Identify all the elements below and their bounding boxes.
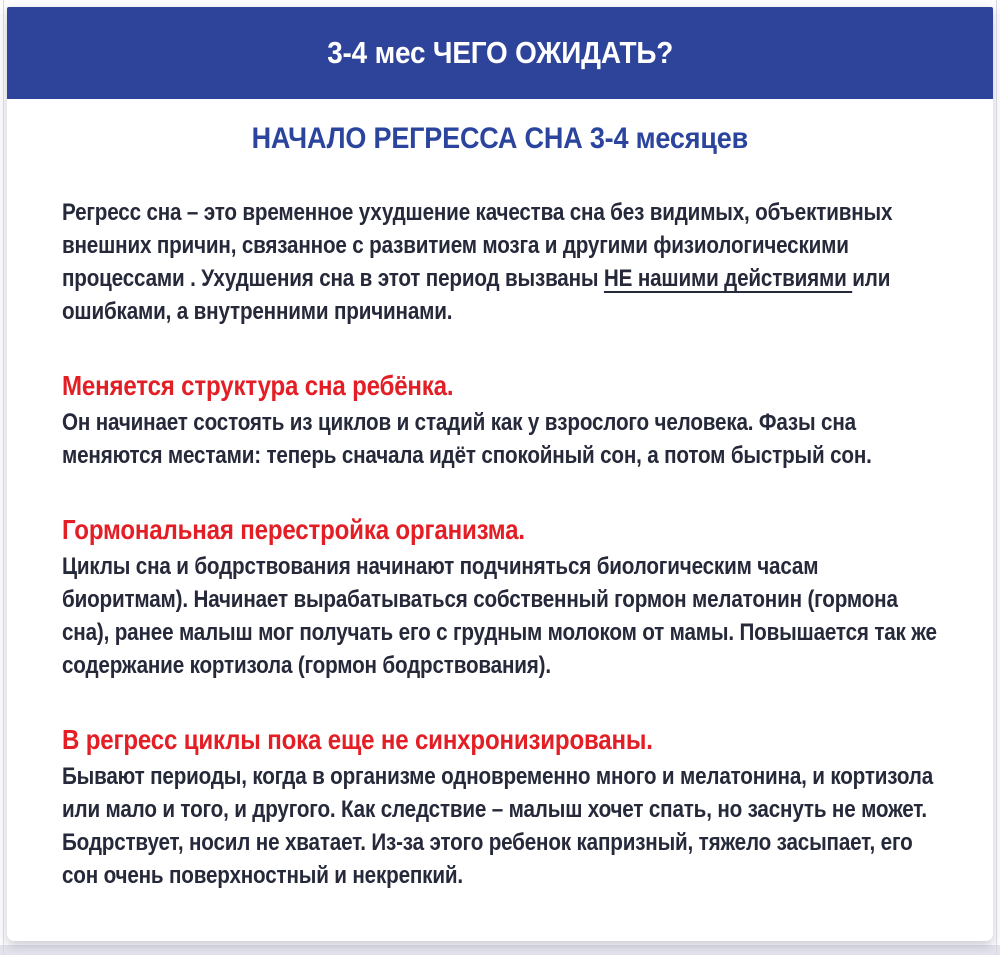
- page-right-border: [996, 0, 997, 955]
- section-heading-hormonal-changes: Гормональная перестройка организма.: [62, 514, 525, 545]
- intro-text-before: Регресс сна – это временное ухудшение качества сна без видимых, объективных внешних причин, связанное с развитием мозга и другими физиологическими процессами . Ухудшения сна в этот период вызваны: [62, 199, 893, 292]
- section-heading-sleep-structure: Меняется структура сна ребёнка.: [62, 370, 454, 401]
- intro-underlined-phrase: НЕ нашими действиями: [603, 265, 853, 292]
- intro-paragraph: [62, 196, 948, 328]
- page-left-border: [3, 0, 4, 955]
- document-subtitle-text: НАЧАЛО РЕГРЕССА СНА 3-4 месяцев: [251, 122, 749, 155]
- section-hormonal-changes: [62, 513, 993, 682]
- section-body-hormonal-changes: Циклы сна и бодрствования начинают подчиняться биологическим часам биоритмам). Начинает вырабатываться собственный гормон мелатонин (гормона сна), ранее малыш мог получать его с грудным молоком от мамы. Повышается так же содержание кортизола (гормон бодрствования).: [62, 553, 937, 679]
- document-content: [7, 196, 993, 892]
- document-subtitle: [7, 122, 993, 156]
- document-card: [7, 7, 993, 941]
- section-body-sleep-structure: Он начинает состоять из циклов и стадий как у взрослого человека. Фазы сна меняются местами: теперь сначала идёт спокойный сон, а потом быстрый сон.: [62, 409, 872, 469]
- intro-text-after: или ошибками, а внутренними причинами.: [62, 265, 891, 325]
- section-body-unsynchronized-cycles: Бывают периоды, когда в организме одновременно много и мелатонина, и кортизола или мало и того, и другого. Как следствие – малыш хочет спать, но заснуть не может. Бодрствует, носил не хватает. Из-за этого ребенок капризный, тяжело засыпает, его сон очень поверхностный и некрепкий.: [62, 763, 934, 889]
- page-bottom-strip: [0, 945, 1000, 955]
- header-title: 3-4 мес ЧЕГО ОЖИДАТЬ?: [327, 35, 673, 70]
- header-bar: [7, 7, 993, 99]
- section-sleep-structure: [62, 369, 993, 472]
- section-unsynchronized-cycles: [62, 723, 993, 892]
- section-heading-unsynchronized-cycles: В регресс циклы пока еще не синхронизированы.: [62, 724, 653, 755]
